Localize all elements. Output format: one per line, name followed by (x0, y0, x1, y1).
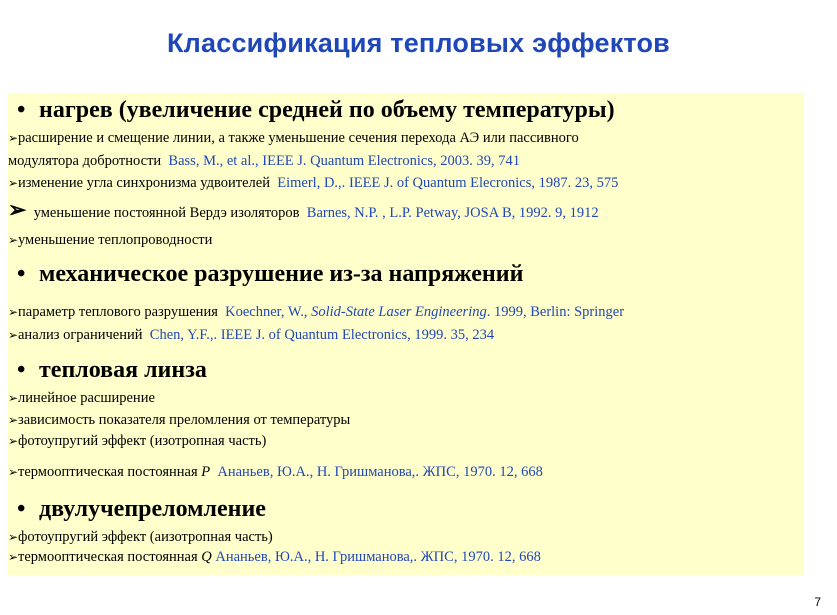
arrow-bullet-icon: ➢ (8, 434, 19, 448)
list-item: модулятора добротности Bass, M., et al., IEEE J. Quantum Electronics, 2003. 39, 741 (8, 153, 520, 169)
heading-heating: • нагрев (увеличение средней по объему температуры) (17, 97, 615, 123)
list-item: ➢параметр теплового разрушения Koechner, W., Solid-State Laser Engineering. 1999, Berlin: Springer (8, 304, 625, 320)
list-item: ➢термооптическая постоянная P Ананьев, Ю.А., Н. Гришманова,. ЖПС, 1970. 12, 668 (8, 464, 543, 480)
list-item: ➢изменение угла синхронизма удвоителей Eimerl, D.,. IEEE J. of Quantum Elecronics, 1987. 23, 575 (8, 175, 619, 191)
content-panel (8, 93, 804, 575)
list-item: ➢фотоупругий эффект (аизотропная часть) (8, 529, 273, 545)
arrow-bullet-icon: ➢ (8, 465, 19, 479)
list-item: ➢термооптическая постоянная Q Ананьев, Ю.А., Н. Гришманова,. ЖПС, 1970. 12, 668 (8, 549, 541, 565)
list-item: ➢расширение и смещение линии, а также уменьшение сечения перехода АЭ или пассивного (8, 130, 579, 146)
heading-thermal-lens: • тепловая линза (17, 357, 207, 383)
heading-mechanical: • механическое разрушение из-за напряжений (17, 261, 524, 287)
bullet-icon: • (17, 261, 26, 287)
list-item: ➢зависимость показателя преломления от температуры (8, 412, 351, 428)
arrow-bullet-icon: ➢ (8, 233, 19, 247)
arrow-bullet-icon: ➢ (8, 413, 19, 427)
arrow-bullet-icon: ➢ (8, 530, 19, 544)
arrow-bullet-icon: ➢ (8, 131, 19, 145)
list-item: ➢анализ ограничений Chen, Y.F.,. IEEE J. of Quantum Electronics, 1999. 35, 234 (8, 327, 495, 343)
slide-title: Классификация тепловых эффектов (167, 28, 670, 58)
bullet-icon: • (17, 97, 26, 123)
bullet-icon: • (17, 496, 26, 522)
arrow-bullet-icon: ➢ (8, 305, 19, 319)
arrow-bullet-icon: ➢ (8, 197, 27, 222)
list-item: ➢ уменьшение постоянной Вердэ изоляторов Barnes, N.P. , L.P. Petway, JOSA B, 1992. 9, 1912 (8, 197, 599, 222)
list-item: ➢уменьшение теплопроводности (8, 232, 213, 248)
page-number: 7 (814, 595, 821, 609)
arrow-bullet-icon: ➢ (8, 391, 19, 405)
bullet-icon: • (17, 357, 26, 383)
arrow-bullet-icon: ➢ (8, 328, 19, 342)
arrow-bullet-icon: ➢ (8, 176, 19, 190)
list-item: ➢фотоупругий эффект (изотропная часть) (8, 433, 267, 449)
heading-birefringence: • двулучепреломление (17, 496, 266, 522)
arrow-bullet-icon: ➢ (8, 550, 19, 564)
list-item: ➢линейное расширение (8, 390, 155, 406)
